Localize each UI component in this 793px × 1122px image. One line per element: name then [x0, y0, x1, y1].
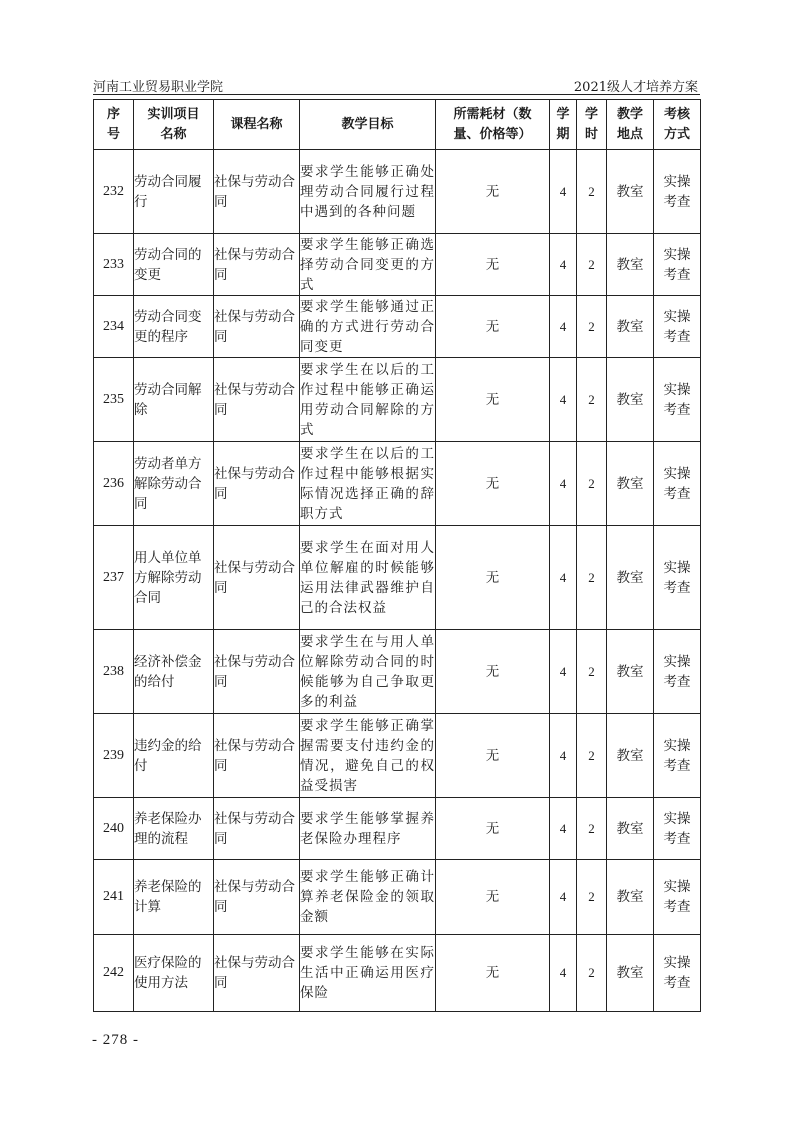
header-assessment: 考核方式	[654, 100, 701, 150]
term: 4	[550, 714, 577, 798]
table-row	[94, 860, 701, 935]
term: 4	[550, 150, 577, 234]
table-row	[94, 442, 701, 526]
materials: 无	[436, 234, 550, 296]
table-row	[94, 358, 701, 442]
teaching-goal: 要求学生能够正确掌握需要支付违约金的情况，避免自己的权益受损害	[300, 714, 436, 798]
row-no: 236	[94, 442, 134, 526]
assessment: 实操考查	[654, 442, 701, 526]
location: 教室	[607, 630, 654, 714]
assessment: 实操考查	[654, 798, 701, 860]
project-name: 劳动合同的变更	[134, 234, 214, 296]
location: 教室	[607, 526, 654, 630]
row-no: 238	[94, 630, 134, 714]
teaching-goal: 要求学生能够通过正确的方式进行劳动合同变更	[300, 296, 436, 358]
row-no: 234	[94, 296, 134, 358]
row-no: 242	[94, 935, 134, 1012]
header-course: 课程名称	[214, 100, 300, 150]
project-name: 医疗保险的使用方法	[134, 935, 214, 1012]
teaching-goal: 要求学生在以后的工作过程中能够根据实际情况选择正确的辞职方式	[300, 442, 436, 526]
row-no: 240	[94, 798, 134, 860]
project-name: 劳动合同解除	[134, 358, 214, 442]
header-goal: 教学目标	[300, 100, 436, 150]
project-name: 违约金的给付	[134, 714, 214, 798]
assessment: 实操考查	[654, 234, 701, 296]
teaching-goal: 要求学生能够掌握养老保险办理程序	[300, 798, 436, 860]
materials: 无	[436, 150, 550, 234]
term: 4	[550, 935, 577, 1012]
assessment: 实操考查	[654, 150, 701, 234]
term: 4	[550, 630, 577, 714]
term: 4	[550, 442, 577, 526]
assessment: 实操考查	[654, 296, 701, 358]
course-name: 社保与劳动合同	[214, 442, 300, 526]
hours: 2	[577, 526, 607, 630]
table-row	[94, 935, 701, 1012]
course-name: 社保与劳动合同	[214, 296, 300, 358]
location: 教室	[607, 234, 654, 296]
teaching-goal: 要求学生在面对用人单位解雇的时候能够运用法律武器维护自己的合法权益	[300, 526, 436, 630]
row-no: 235	[94, 358, 134, 442]
term: 4	[550, 296, 577, 358]
materials: 无	[436, 442, 550, 526]
assessment: 实操考查	[654, 714, 701, 798]
teaching-goal: 要求学生在与用人单位解除劳动合同的时候能够为自己争取更多的利益	[300, 630, 436, 714]
hours: 2	[577, 150, 607, 234]
table-row	[94, 234, 701, 296]
assessment: 实操考查	[654, 860, 701, 935]
row-no: 232	[94, 150, 134, 234]
hours: 2	[577, 935, 607, 1012]
materials: 无	[436, 798, 550, 860]
materials: 无	[436, 630, 550, 714]
header-location: 教学地点	[607, 100, 654, 150]
materials: 无	[436, 935, 550, 1012]
hours: 2	[577, 296, 607, 358]
project-name: 劳动合同变更的程序	[134, 296, 214, 358]
plan-title: 2021级人才培养方案	[573, 80, 698, 95]
row-no: 237	[94, 526, 134, 630]
project-name: 养老保险办理的流程	[134, 798, 214, 860]
project-name: 劳动者单方解除劳动合同	[134, 442, 214, 526]
header-hours: 学时	[577, 100, 607, 150]
location: 教室	[607, 442, 654, 526]
row-no: 233	[94, 234, 134, 296]
term: 4	[550, 526, 577, 630]
project-name: 用人单位单方解除劳动合同	[134, 526, 214, 630]
table-header-row	[94, 100, 701, 150]
project-name: 经济补偿金的给付	[134, 630, 214, 714]
course-name: 社保与劳动合同	[214, 526, 300, 630]
course-name: 社保与劳动合同	[214, 630, 300, 714]
hours: 2	[577, 630, 607, 714]
teaching-goal: 要求学生能够正确计算养老保险金的领取金额	[300, 860, 436, 935]
assessment: 实操考查	[654, 358, 701, 442]
assessment: 实操考查	[654, 526, 701, 630]
location: 教室	[607, 860, 654, 935]
materials: 无	[436, 296, 550, 358]
table-row	[94, 150, 701, 234]
header-divider	[93, 94, 700, 95]
teaching-goal: 要求学生能够正确处理劳动合同履行过程中遇到的各种问题	[300, 150, 436, 234]
course-name: 社保与劳动合同	[214, 714, 300, 798]
materials: 无	[436, 860, 550, 935]
institution-name: 河南工业贸易职业学院	[93, 80, 224, 95]
project-name: 养老保险的计算	[134, 860, 214, 935]
teaching-goal: 要求学生能够正确选择劳动合同变更的方式	[300, 234, 436, 296]
teaching-goal: 要求学生能够在实际生活中正确运用医疗保险	[300, 935, 436, 1012]
term: 4	[550, 234, 577, 296]
course-name: 社保与劳动合同	[214, 234, 300, 296]
table-row	[94, 526, 701, 630]
assessment: 实操考查	[654, 935, 701, 1012]
materials: 无	[436, 714, 550, 798]
materials: 无	[436, 526, 550, 630]
hours: 2	[577, 358, 607, 442]
assessment: 实操考查	[654, 630, 701, 714]
location: 教室	[607, 150, 654, 234]
table-row	[94, 714, 701, 798]
row-no: 239	[94, 714, 134, 798]
training-table	[93, 99, 701, 1012]
location: 教室	[607, 798, 654, 860]
table-row	[94, 630, 701, 714]
course-name: 社保与劳动合同	[214, 358, 300, 442]
hours: 2	[577, 714, 607, 798]
header-project: 实训项目名称	[134, 100, 214, 150]
header-term: 学期	[550, 100, 577, 150]
row-no: 241	[94, 860, 134, 935]
location: 教室	[607, 935, 654, 1012]
header-materials: 所需耗材（数量、价格等）	[436, 100, 550, 150]
course-name: 社保与劳动合同	[214, 150, 300, 234]
course-name: 社保与劳动合同	[214, 798, 300, 860]
page-header	[93, 74, 698, 94]
location: 教室	[607, 714, 654, 798]
course-name: 社保与劳动合同	[214, 860, 300, 935]
term: 4	[550, 798, 577, 860]
materials: 无	[436, 358, 550, 442]
location: 教室	[607, 296, 654, 358]
table-row	[94, 296, 701, 358]
term: 4	[550, 860, 577, 935]
hours: 2	[577, 860, 607, 935]
page-number: - 278 -	[92, 1032, 139, 1048]
header-no: 序号	[94, 100, 134, 150]
hours: 2	[577, 798, 607, 860]
teaching-goal: 要求学生在以后的工作过程中能够正确运用劳动合同解除的方式	[300, 358, 436, 442]
term: 4	[550, 358, 577, 442]
table-row	[94, 798, 701, 860]
hours: 2	[577, 234, 607, 296]
course-name: 社保与劳动合同	[214, 935, 300, 1012]
hours: 2	[577, 442, 607, 526]
project-name: 劳动合同履行	[134, 150, 214, 234]
location: 教室	[607, 358, 654, 442]
